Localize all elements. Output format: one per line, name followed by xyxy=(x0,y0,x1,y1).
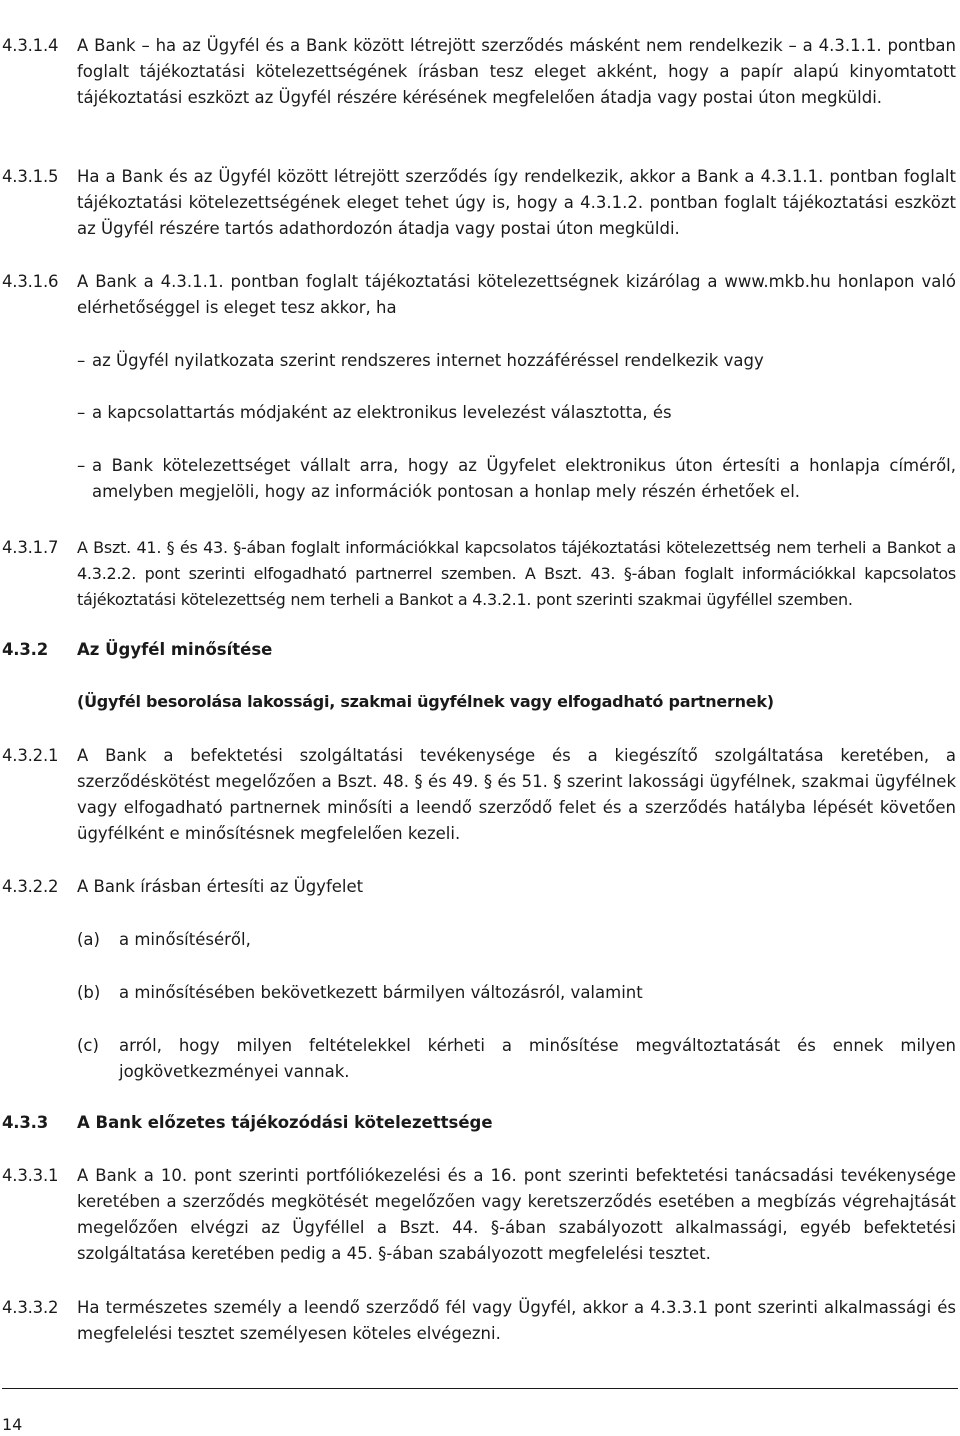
section-number: 4.3.2.1 xyxy=(2,746,59,765)
section-title: Az Ügyfél minősítése xyxy=(77,640,273,659)
item-text: a minősítéséről, xyxy=(119,930,251,949)
section-text: A Bszt. 41. § és 43. §-ában foglalt információkkal kapcsolatos tájékoztatási kötelezettség nem terheli a Bankot a 4.3.2.2. pont szerinti elfogadható partnerrel szemben. A Bszt. 43. §-ában foglalt információkkal kapcsolatos tájékoztatási kötelezettség nem terheli a Bankot a 4.3.2.1. pont szerinti szakmai ügyféllel szemben. xyxy=(77,538,956,609)
section-number: 4.3.3.2 xyxy=(2,1298,59,1317)
section-text: Ha a Bank és az Ügyfél között létrejött szerződés így rendelkezik, akkor a Bank a 4.3.1.1. pontban foglalt tájékoztatási kötelezettségének eleget tehet úgy is, hogy a 4.3.1.2. pontban foglalt tájékoztatási eszközt az Ügyfél részére tartós adathordozón átadja vagy postai úton megküldi. xyxy=(77,167,956,238)
item-text: arról, hogy milyen feltételekkel kérheti a minősítése megváltoztatását és ennek milyen jogkövetkezményei vannak. xyxy=(119,1036,956,1081)
section-text: A Bank a 4.3.1.1. pontban foglalt tájékoztatási kötelezettségnek kizárólag a www.mkb.hu honlapon való elérhetőséggel is eleget tesz akkor, ha xyxy=(77,272,956,317)
section-number: 4.3.3 xyxy=(2,1113,48,1132)
section-text: A Bank írásban értesíti az Ügyfelet xyxy=(77,877,364,896)
section-text: A Bank – ha az Ügyfél és a Bank között létrejött szerződés másként nem rendelkezik – a 4.3.1.1. pontban foglalt tájékoztatási kötelezettségének írásban tesz eleget akként, hogy a papír alapú kinyomtatott tájékoztatási eszközt az Ügyfél részére kérésének megfelelően átadja vagy postai úton megküldi. xyxy=(77,36,956,107)
section-number: 4.3.1.6 xyxy=(2,272,59,291)
section-subtitle: (Ügyfél besorolása lakossági, szakmai ügyfélnek vagy elfogadható partnernek) xyxy=(77,692,774,711)
section-number: 4.3.2.2 xyxy=(2,877,59,896)
section-text: A Bank a 10. pont szerinti portfóliókezelési és a 16. pont szerinti befektetési tanácsadási tevékenysége keretében a szerződés megkötését megelőzően vagy keretszerződés esetében a megbízás végrehajtását megelőzően elvégzi az Ügyféllel a Bszt. 44. §-ában szabályozott alkalmassági, egyéb befektetési szolgáltatása keretében pedig a 45. §-ában szabályozott megfelelési tesztet. xyxy=(77,1166,956,1263)
bullet-text: az Ügyfél nyilatkozata szerint rendszeres internet hozzáféréssel rendelkezik vagy xyxy=(92,351,764,370)
section-title: A Bank előzetes tájékozódási kötelezettsége xyxy=(77,1113,493,1132)
footer-divider xyxy=(2,1388,958,1389)
section-text: Ha természetes személy a leendő szerződő fél vagy Ügyfél, akkor a 4.3.3.1 pont szerinti alkalmassági és megfelelési tesztet személyesen köteles elvégezni. xyxy=(77,1298,956,1343)
dash-marker: – xyxy=(77,456,86,475)
dash-marker: – xyxy=(77,403,86,422)
section-number: 4.3.1.5 xyxy=(2,167,59,186)
bullet-text: a Bank kötelezettséget vállalt arra, hogy az Ügyfelet elektronikus úton értesíti a honlapja címéről, amelyben megjelöli, hogy az információk pontosan a honlap mely részén érhetőek el. xyxy=(92,456,956,501)
section-number: 4.3.2 xyxy=(2,640,48,659)
page-number: 14 xyxy=(2,1415,23,1434)
item-label: (a) xyxy=(77,930,100,949)
dash-marker: – xyxy=(77,351,86,370)
item-label: (c) xyxy=(77,1036,99,1055)
section-number: 4.3.1.4 xyxy=(2,36,59,55)
section-number: 4.3.1.7 xyxy=(2,538,59,557)
item-text: a minősítésében bekövetkezett bármilyen változásról, valamint xyxy=(119,983,643,1002)
bullet-text: a kapcsolattartás módjaként az elektronikus levelezést választotta, és xyxy=(92,403,672,422)
item-label: (b) xyxy=(77,983,101,1002)
section-number: 4.3.3.1 xyxy=(2,1166,59,1185)
section-text: A Bank a befektetési szolgáltatási tevékenysége és a kiegészítő szolgáltatása keretében, a szerződéskötést megelőzően a Bszt. 48. § és 49. § és 51. § szerint lakossági ügyfélnek, szakmai ügyfélnek vagy elfogadható partnernek minősíti a leendő szerződő felet és a szerződés hatályba lépését követően ügyfélként e minősítésnek megfelelően kezeli. xyxy=(77,746,956,843)
